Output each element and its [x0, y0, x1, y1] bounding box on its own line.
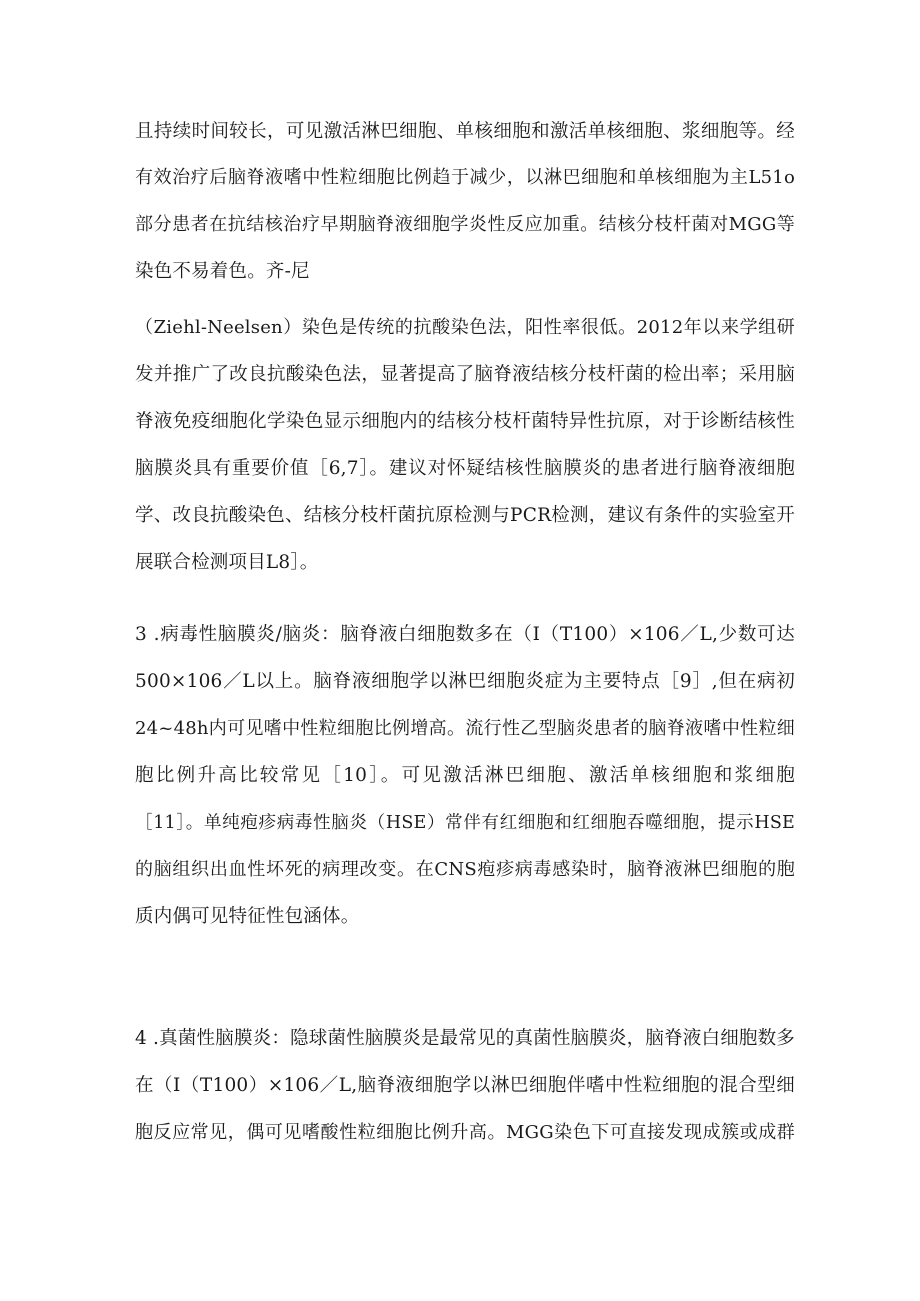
text-line: ［11］。单纯疱疹病毒性脑炎（HSE）常伴有红细胞和红细胞吞噬细胞，提示HSE — [135, 813, 795, 833]
text-line: 24~48h内可见嗜中性粒细胞比例增高。流行性乙型脑炎患者的脑脊液嗜中性粒细 — [135, 718, 795, 739]
text-line: 500×106／L以上。脑脊液细胞学以淋巴细胞炎症为主要特点［9］,但在病初 — [135, 671, 795, 692]
text-line: 发并推广了改良抗酸染色法，显著提高了脑脊液结核分枝杆菌的检出率；采用脑 — [135, 364, 795, 385]
text-line: 且持续时间较长，可见激活淋巴细胞、单核细胞和激活单核细胞、浆细胞等。经 — [135, 121, 795, 142]
text-line: 学、改良抗酸染色、结核分枝杆菌抗原检测与PCR检测，建议有条件的实验室开 — [135, 505, 795, 526]
text-line: 部分患者在抗结核治疗早期脑脊液细胞学炎性反应加重。结核分枝杆菌对MGG等 — [135, 214, 795, 235]
text-line: 质内偶可见特征性包涵体。 — [135, 906, 360, 927]
text-line: 脑膜炎具有重要价值［6,7］。建议对怀疑结核性脑膜炎的患者进行脑脊液细胞 — [135, 458, 795, 479]
text-line: 在（I（T100）×106／L,脑脊液细胞学以淋巴细胞伴嗜中性粒细胞的混合型细 — [135, 1075, 795, 1096]
text-line: 展联合检测项目L8］。 — [135, 552, 319, 573]
text-line: （Ziehl-Neelsen）染色是传统的抗酸染色法，阳性率很低。2012年以来学组研 — [135, 317, 795, 338]
text-line: 有效治疗后脑脊液嗜中性粒细胞比例趋于减少，以淋巴细胞和单核细胞为主L51o — [135, 167, 795, 188]
text-line: 胞反应常见，偶可见嗜酸性粒细胞比例升高。MGG染色下可直接发现成簇或成群 — [135, 1122, 795, 1143]
text-line: 胞比例升高比较常见［10］。可见激活淋巴细胞、激活单核细胞和浆细胞 — [135, 765, 795, 786]
text-line: 脊液免疫细胞化学染色显示细胞内的结核分枝杆菌特异性抗原，对于诊断结核性 — [135, 411, 795, 432]
text-line: 的脑组织出血性坏死的病理改变。在CNS疱疹病毒感染时，脑脊液淋巴细胞的胞 — [135, 859, 795, 880]
text-line: 3 .病毒性脑膜炎/脑炎：脑脊液白细胞数多在（I（T100）×106／L,少数可达 — [135, 624, 795, 645]
text-line: 染色不易着色。齐-尼 — [135, 261, 310, 282]
text-line: 4 .真菌性脑膜炎：隐球菌性脑膜炎是最常见的真菌性脑膜炎，脑脊液白细胞数多 — [135, 1028, 795, 1049]
